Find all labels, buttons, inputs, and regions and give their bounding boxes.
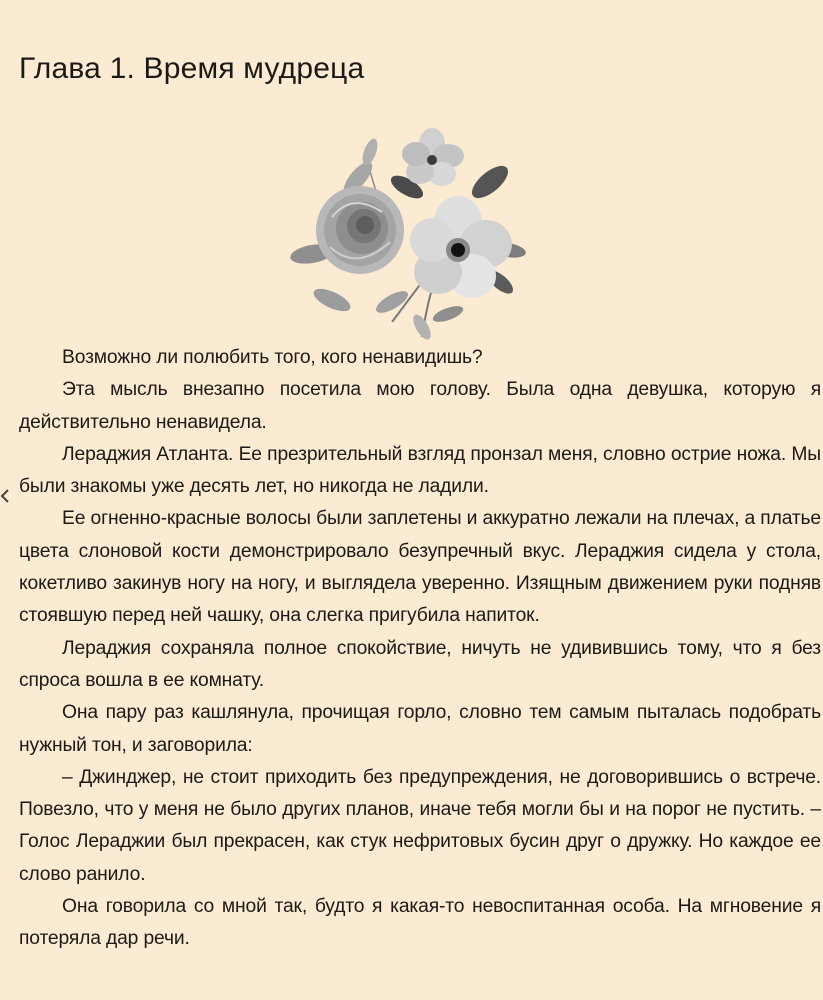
paragraph: Эта мысль внезапно посетила мою голову. Была одна девушка, которую я действительно ненавидела. (19, 379, 821, 433)
paragraph: Она говорила со мной так, будто я какая-то невоспитанная особа. На мгновение я потеряла дар речи. (19, 896, 821, 950)
chapter-title: Глава 1. Время мудреца (19, 52, 365, 85)
paragraph: – Джинджер, не стоит приходить без предупреждения, не договорившись о встрече. Повезло, что у меня не было других планов, иначе тебя могли бы и на порог не пустить. – Голос Лераджии был прекрасен, как стук нефритовых бусин друг о дружку. Но каждое ее слово ранило. (19, 766, 821, 885)
chevron-left-icon[interactable] (0, 488, 10, 504)
paragraph: Она пару раз кашлянула, прочищая горло, словно тем самым пыталась подобрать нужный тон, и заговорила: (19, 702, 821, 756)
chapter-text (19, 342, 821, 956)
flower-bouquet-icon (272, 122, 542, 347)
paragraph: Лераджия сохраняла полное спокойствие, ничуть не удивившись тому, что я без спроса вошла в ее комнату. (19, 637, 821, 691)
paragraph: Лераджия Атланта. Ее презрительный взгляд пронзал меня, словно острие ножа. Мы были знакомы уже десять лет, но никогда не ладили. (19, 443, 821, 498)
paragraph: Возможно ли полюбить того, кого ненавидишь? (62, 347, 483, 368)
paragraph: Ее огненно-красные волосы были заплетены и аккуратно лежали на плечах, а платье цвета слоновой кости демонстрировало безупречный вкус. Лераджия сидела у стола, кокетливо закинув ногу на ногу, и выглядела уверенно. Изящным движением руки подняв стоявшую перед ней чашку, она слегка пригубила напиток. (19, 508, 821, 627)
